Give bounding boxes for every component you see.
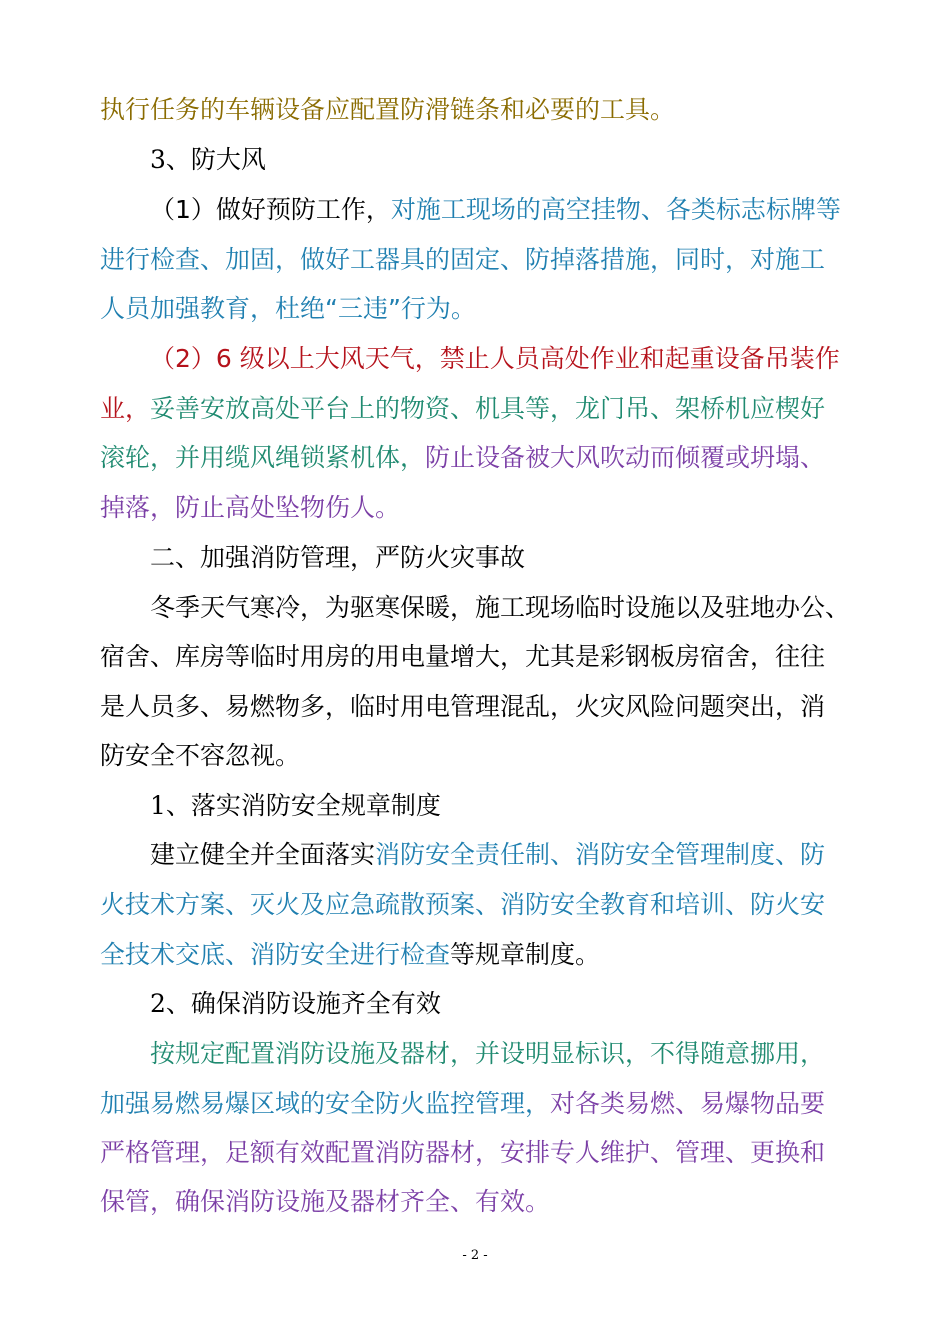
text-run: 进行检查、加固，做好工器具的固定、防掉落措施，同时，对施工: [100, 245, 826, 274]
paragraph-line: [150, 344, 850, 374]
text-run: 1、落实消防安全规章制度: [150, 791, 441, 820]
paragraph-line: [100, 493, 850, 523]
paragraph-line: [150, 1039, 850, 1069]
text-run: 防止设备被大风吹动而倾覆或坍塌、: [425, 443, 826, 472]
text-run: 等规章制度。: [450, 940, 601, 969]
paragraph-line: [100, 692, 850, 722]
paragraph-line: [100, 1138, 850, 1168]
text-run: （2）6 级以上大风天气，禁止人员高处作业和起重设备吊装作: [150, 344, 840, 373]
text-run: 保管，确保消防设施及器材齐全、有效。: [100, 1187, 551, 1216]
text-run: 宿舍、库房等临时用房的用电量增大，尤其是彩钢板房宿舍，往往: [100, 642, 826, 671]
text-run: 建立健全并全面落实: [150, 840, 376, 869]
text-run: （1）: [150, 195, 216, 224]
text-run: 3、防大风: [150, 145, 266, 174]
text-run: 做好预防工作，: [215, 195, 391, 224]
paragraph-line: [100, 940, 850, 970]
text-run: 对各类易燃、易爆物品要: [550, 1089, 826, 1118]
paragraph-line: [100, 1089, 850, 1119]
text-run: 火技术方案、灭火及应急疏散预案、消防安全教育和培训、防火安: [100, 890, 826, 919]
paragraph-line: [100, 741, 850, 771]
text-run: 滚轮，并用缆风绳锁紧机体，: [100, 443, 426, 472]
paragraph-line: [100, 95, 850, 125]
text-run: 是人员多、易燃物多，临时用电管理混乱，火灾风险问题突出，消: [100, 692, 826, 721]
text-run: 二、加强消防管理，严防火灾事故: [150, 543, 526, 572]
text-run: 安排专人维护、管理、更换和: [500, 1138, 826, 1167]
paragraph-line: [100, 890, 850, 920]
text-run: 消防安全责任制、消防安全管理制度、防: [375, 840, 826, 869]
paragraph-line: [100, 245, 850, 275]
paragraph-line: [100, 294, 850, 324]
paragraph-line: [100, 1187, 850, 1217]
text-run: 全技术交底、消防安全进行检查: [100, 940, 451, 969]
text-run: 冬季天气寒冷，为驱寒保暖，施工现场临时设施以及驻地办公、: [150, 593, 851, 622]
page-number: - 2 -: [462, 1248, 488, 1263]
paragraph-line: [100, 394, 850, 424]
text-run: 人员加强教育，杜绝“三违”行为。: [100, 294, 476, 323]
subsection-heading: [150, 791, 850, 821]
paragraph-line: [100, 443, 850, 473]
text-run: 执行任务的车辆设备应配置防滑链条和必要的工具。: [100, 95, 676, 124]
text-run: 加强易燃易爆区域的安全防火监控管理，: [100, 1089, 551, 1118]
paragraph-line: [150, 840, 850, 870]
text-run: 妥善安放高处平台上的物资、机具等，龙门吊、架桥机应楔好: [150, 394, 826, 423]
paragraph-line: [150, 195, 850, 225]
section-heading-fire: [150, 543, 850, 573]
text-run: 对施工现场的高空挂物、各类标志标牌等: [390, 195, 841, 224]
text-run: 防安全不容忽视。: [100, 741, 301, 770]
text-run: 按规定配置消防设施及器材，并设明显标识，不得随意挪用，: [150, 1039, 826, 1068]
text-run: 业，: [100, 394, 151, 423]
subsection-heading: [150, 989, 850, 1019]
paragraph-line: [150, 593, 850, 623]
paragraph-line: [100, 642, 850, 672]
section-heading-wind: [150, 145, 850, 175]
text-run: 掉落，防止高处坠物伤人。: [100, 493, 401, 522]
text-run: 2、确保消防设施齐全有效: [150, 989, 441, 1018]
text-run: 严格管理，足额有效配置消防器材，: [100, 1138, 501, 1167]
